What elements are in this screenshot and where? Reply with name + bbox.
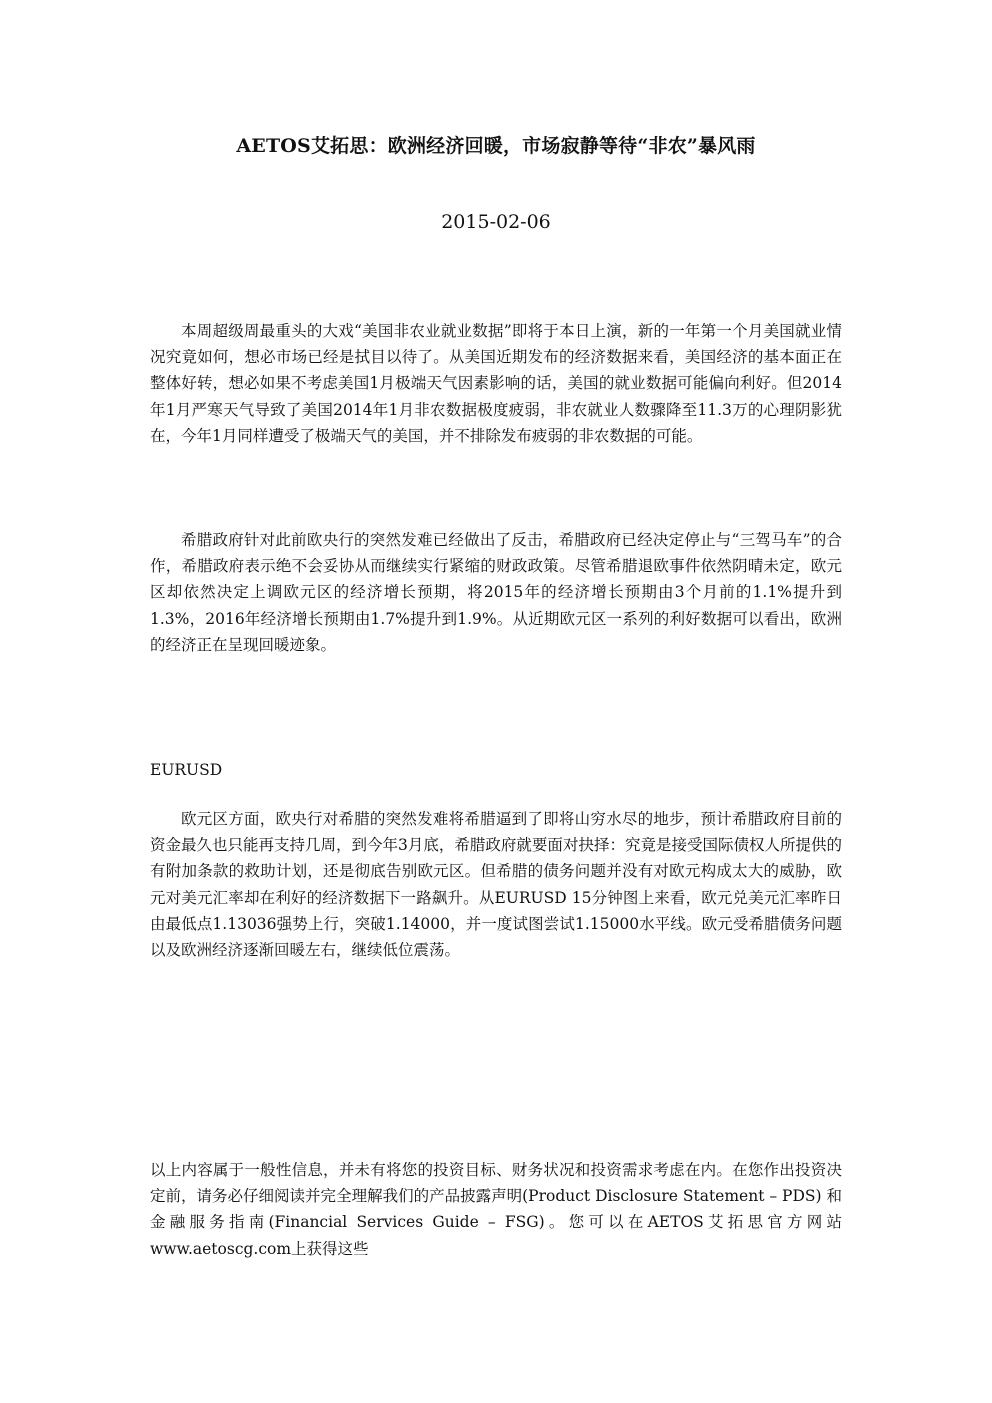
document-date: 2015-02-06 [441,211,551,233]
disclaimer-text: 以上内容属于一般性信息，并未有将您的投资目标、财务状况和投资需求考虑在内。在您作出投资决定前，请务必仔细阅读并完全理解我们的产品披露声明(Product Disclosure Statement – PDS) 和金融服务指南(Financial Services Guide – FSG)。您可以在AETOS艾拓思官方网站www.aetoscg.com上获得这些 [150,1161,842,1258]
paragraph-eurusd: 欧元区方面，欧央行对希腊的突然发难将希腊逼到了即将山穷水尽的地步，预计希腊政府目前的资金最久也只能再支持几周，到今年3月底，希腊政府就要面对抉择：究竟是接受国际债权人所提供的有附加条款的救助计划，还是彻底告别欧元区。但希腊的债务问题并没有对欧元构成太大的威胁，欧元对美元汇率却在利好的经济数据下一路飙升。从EURUSD 15分钟图上来看，欧元兑美元汇率昨日由最低点1.13036强势上行，突破1.14000，并一度试图尝试1.15000水平线。欧元受希腊债务问题以及欧洲经济逐渐回暖左右，继续低位震荡。 [150,810,842,960]
section-label-eurusd: EURUSD [150,761,223,779]
paragraph-greece: 希腊政府针对此前欧央行的突然发难已经做出了反击，希腊政府已经决定停止与“三驾马车”的合作，希腊政府表示绝不会妥协从而继续实行紧缩的财政政策。尽管希腊退欧事件依然阴晴未定，欧元区却依然决定上调欧元区的经济增长预期，将2015年的经济增长预期由3个月前的1.1%提升到1.3%，2016年经济增长预期由1.7%提升到1.9%。从近期欧元区一系列的利好数据可以看出，欧洲的经济正在呈现回暖迹象。 [150,531,842,654]
paragraph-nonfarm: 本周超级周最重头的大戏“美国非农业就业数据”即将于本日上演，新的一年第一个月美国就业情况究竟如何，想必市场已经是拭目以待了。从美国近期发布的经济数据来看，美国经济的基本面正在整体好转，想必如果不考虑美国1月极端天气因素影响的话，美国的就业数据可能偏向利好。但2014年1月严寒天气导致了美国2014年1月非农数据极度疲弱，非农就业人数骤降至11.3万的心理阴影犹在，今年1月同样遭受了极端天气的美国，并不排除发布疲弱的非农数据的可能。 [150,322,842,445]
document-title: AETOS艾拓思：欧洲经济回暖，市场寂静等待“非农”暴风雨 [236,135,756,157]
